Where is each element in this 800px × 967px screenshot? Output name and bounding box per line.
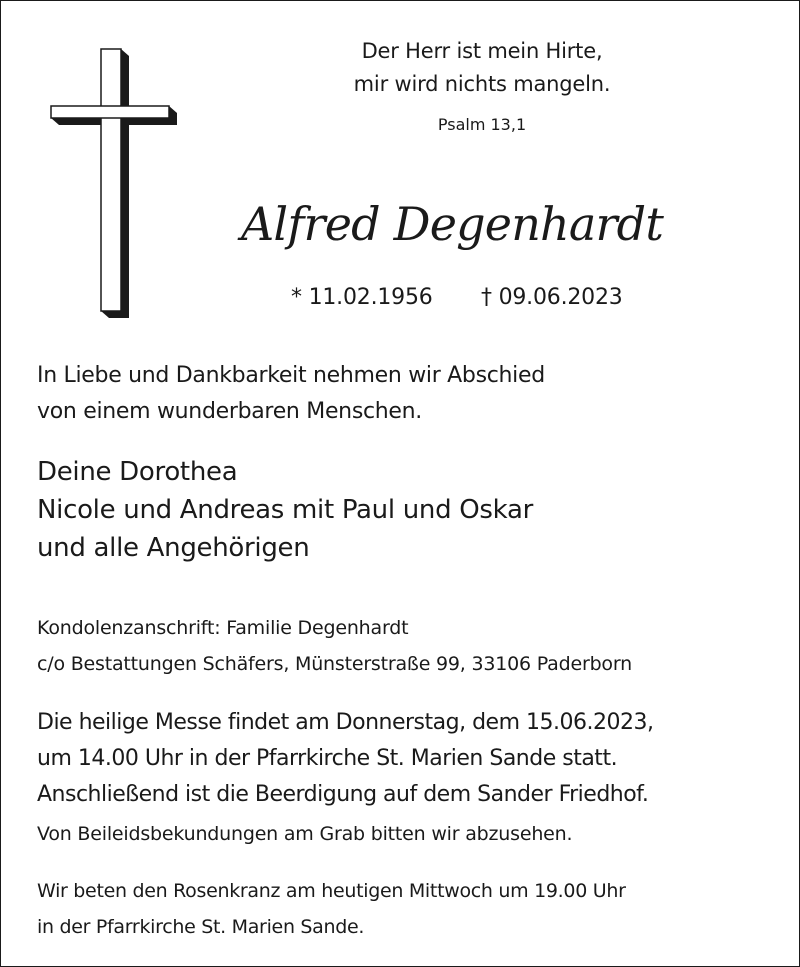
mourner-line: Deine Dorothea [37, 457, 238, 487]
quote-line: Der Herr ist mein Hirte, [361, 39, 603, 63]
farewell-line: In Liebe und Dankbarkeit nehmen wir Abschied [37, 363, 545, 388]
mourners [37, 453, 533, 567]
address-line: Kondolenzanschrift: Familie Degenhardt [37, 617, 409, 639]
condolence-request: Von Beileidsbekundungen am Grab bitten wir abzusehen. [37, 823, 573, 845]
cross-icon [41, 41, 181, 321]
bible-quote [301, 35, 663, 101]
farewell-text [37, 358, 545, 430]
mourner-line: Nicole und Andreas mit Paul und Oskar [37, 495, 533, 525]
death-date: † 09.06.2023 [481, 285, 623, 310]
funeral-service-info [37, 705, 653, 813]
service-line: um 14.00 Uhr in der Pfarrkirche St. Marien Sande statt. [37, 746, 618, 771]
rosary-line: Wir beten den Rosenkranz am heutigen Mittwoch um 19.00 Uhr [37, 880, 626, 902]
farewell-line: von einem wunderbaren Menschen. [37, 399, 423, 424]
service-line: Die heilige Messe findet am Donnerstag, dem 15.06.2023, [37, 710, 654, 735]
birth-date: * 11.02.1956 [291, 285, 433, 310]
deceased-name: Alfred Degenhardt [241, 197, 664, 251]
mourner-line: und alle Angehörigen [37, 533, 310, 563]
service-line: Anschließend ist die Beerdigung auf dem Sander Friedhof. [37, 782, 649, 807]
address-line: c/o Bestattungen Schäfers, Münsterstraße 99, 33106 Paderborn [37, 653, 632, 675]
rosary-info [37, 873, 626, 945]
rosary-line: in der Pfarrkirche St. Marien Sande. [37, 916, 365, 938]
condolence-address [37, 610, 632, 682]
quote-source: Psalm 13,1 [437, 115, 527, 134]
quote-line: mir wird nichts mangeln. [353, 72, 611, 96]
